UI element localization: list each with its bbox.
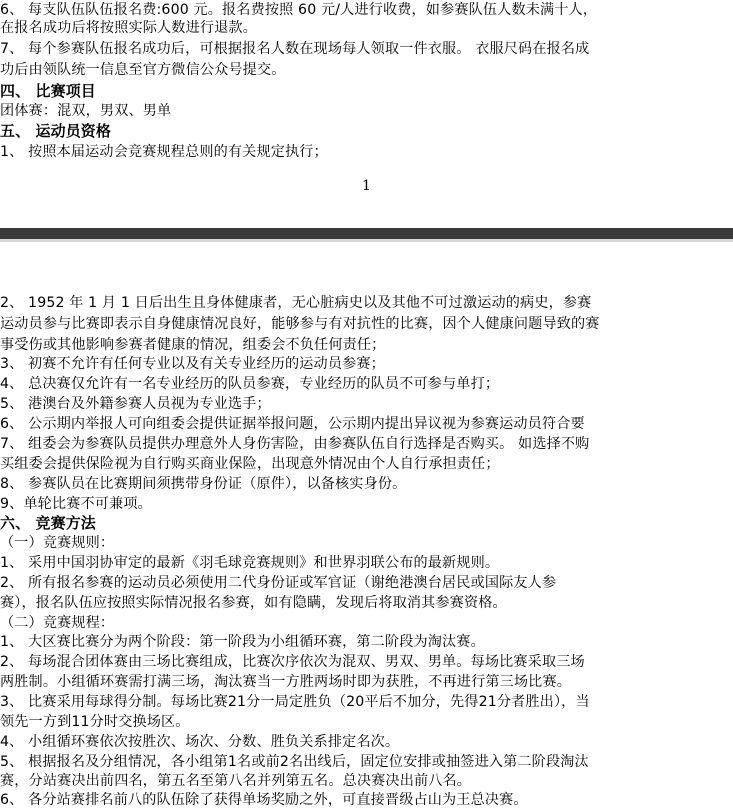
text-line: 1、 按照本届运动会竞赛规程总则的有关规定执行； bbox=[0, 144, 328, 160]
text-line: 9、单轮比赛不可兼项。 bbox=[0, 496, 152, 512]
text-line: 团体赛：混双，男双、男单 bbox=[0, 103, 172, 119]
page-separator bbox=[0, 228, 733, 242]
text-line: 两胜制。小组循环赛需打满三场，淘汰赛当一方胜两场时即为获胜，不再进行第三场比赛。 bbox=[0, 674, 572, 690]
text-line: 3、 比赛采用每球得分制。每场比赛21分一局定胜负（20平后不加分，先得21分者胜出），当 bbox=[0, 694, 590, 710]
text-line: 2、 所有报名参赛的运动员必须使用二代身份证或军官证（谢绝港澳台居民或国际友人参 bbox=[0, 575, 557, 591]
section-heading: 五、 运动员资格 bbox=[0, 122, 111, 140]
text-line: 5、 港澳台及外籍参赛人员视为专业选手； bbox=[0, 396, 271, 412]
text-line: 6、 每支队伍队伍报名费:600 元。报名费按照 60 元/人进行收费，如参赛队伍人数未满十人， bbox=[0, 2, 598, 18]
text-line: 1、 大区赛比赛分为两个阶段：第一阶段为小组循环赛，第二阶段为淘汰赛。 bbox=[0, 634, 485, 650]
section-heading: 四、 比赛项目 bbox=[0, 82, 96, 100]
text-line: 买组委会提供保险视为自行购买商业保险，出现意外情况由个人自行承担责任； bbox=[0, 456, 500, 472]
text-line: 功后由领队统一信息至官方微信公众号提交。 bbox=[0, 62, 286, 78]
document-page-1 bbox=[0, 0, 733, 228]
page-number: 1 bbox=[362, 178, 371, 194]
section-heading: 六、 竞赛方法 bbox=[0, 514, 96, 532]
subsection-heading: （一）竞赛规则： bbox=[0, 535, 115, 551]
document-page-2 bbox=[0, 242, 733, 810]
text-line: 赛，分站赛决出前四名，第五名至第八名并列第五名。总决赛决出前八名。 bbox=[0, 773, 472, 789]
text-line: 3、 初赛不允许有任何专业以及有关专业经历的运动员参赛； bbox=[0, 356, 385, 372]
text-line: 6、 公示期内举报人可向组委会提供证据举报问题，公示期内提出异议视为参赛运动员符合要 bbox=[0, 416, 585, 432]
text-line: 7、 每个参赛队伍报名成功后，可根据报名人数在现场每人领取一件衣服。 衣服尺码在报名成 bbox=[0, 41, 590, 57]
text-line: 领先一方到11分时交换场区。 bbox=[0, 714, 190, 730]
text-line: 运动员参与比赛即表示自身健康情况良好，能够参与有对抗性的比赛，因个人健康问题导致的赛 bbox=[0, 316, 600, 332]
text-line: 7、 组委会为参赛队员提供办理意外人身伤害险，由参赛队伍自行选择是否购买。 如选择不购 bbox=[0, 436, 590, 452]
text-line: 事受伤或其他影响参赛者健康的情况，组委会不负任何责任； bbox=[0, 337, 386, 353]
text-line: 2、 每场混合团体赛由三场比赛组成，比赛次序依次为混双、男双、男单。每场比赛采取三场 bbox=[0, 654, 585, 670]
text-line: 1、 采用中国羽协审定的最新《羽毛球竞赛规则》和世界羽联公布的最新规则。 bbox=[0, 555, 500, 571]
subsection-heading: （二）竞赛规程： bbox=[0, 615, 115, 631]
text-line: 在报名成功后将按照实际人数进行退款。 bbox=[0, 20, 257, 36]
text-line: 赛），报名队伍应按照实际情况报名参赛，如有隐瞒，发现后将取消其参赛资格。 bbox=[0, 595, 507, 611]
text-line: 5、 根据报名及分组情况，各小组第1名或前2名出线后，固定位安排或抽签进入第二阶段淘汰 bbox=[0, 754, 589, 770]
text-line: 4、 小组循环赛依次按胜次、场次、分数、胜负关系排定名次。 bbox=[0, 734, 400, 750]
text-line: 8、 参赛队员在比赛期间须携带身份证（原件），以备核实身份。 bbox=[0, 476, 407, 492]
text-line: 6、 各分站赛排名前八的队伍除了获得单场奖励之外，可直接晋级占山为王总决赛。 bbox=[0, 792, 528, 808]
text-line: 4、 总决赛仅允许有一名专业经历的队员参赛，专业经历的队员不可参与单打； bbox=[0, 376, 500, 392]
text-line: 2、 1952 年 1 月 1 日后出生且身体健康者，无心脏病史以及其他不可过激运动的病史，参赛 bbox=[0, 295, 592, 311]
